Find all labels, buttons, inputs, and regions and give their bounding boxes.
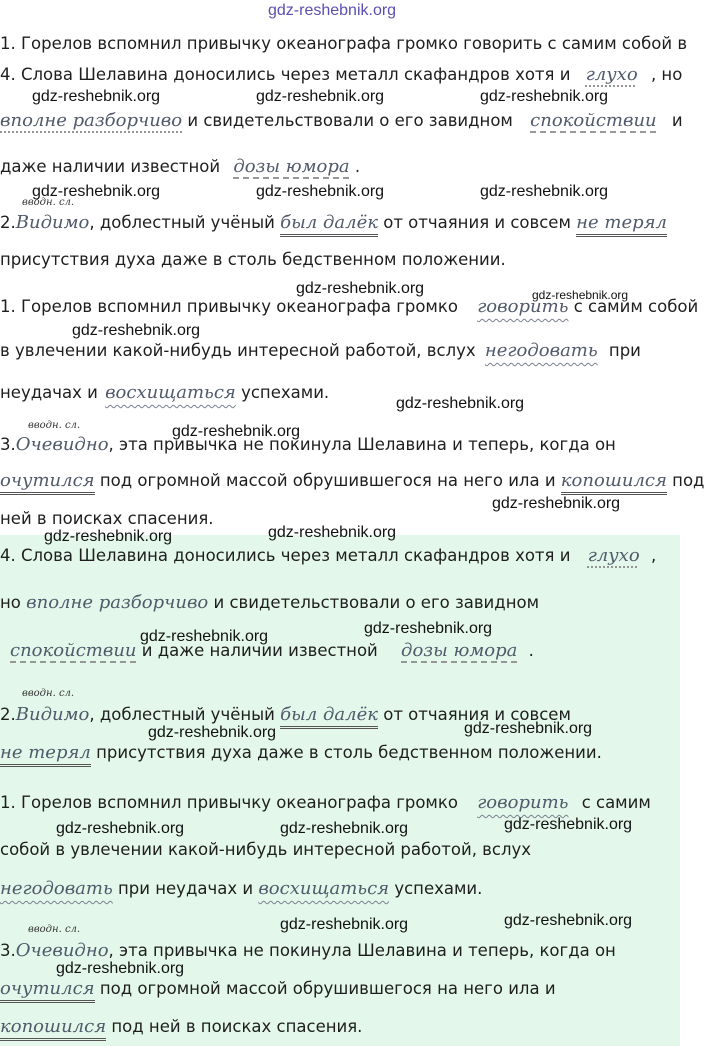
watermark: gdz-reshebnik.org bbox=[32, 88, 161, 105]
watermark: gdz-reshebnik.org bbox=[140, 628, 269, 645]
sentence-line: вполне разборчиво и свидетельствовали о его завидном спокойствии и bbox=[0, 110, 683, 131]
handwritten-word: копошился bbox=[0, 1016, 106, 1041]
sentence-line: негодовать при неудачах и восхищаться успехами. bbox=[0, 878, 483, 899]
watermark: gdz-reshebnik.org bbox=[256, 88, 385, 105]
watermark: gdz-reshebnik.org bbox=[268, 2, 397, 19]
sentence-line: копошился под ней в поисках спасения. bbox=[0, 1016, 362, 1038]
sentence-line: 1. Горелов вспомнил привычку океанографа громко говорить с самим bbox=[0, 792, 651, 813]
handwritten-word: очутился bbox=[0, 978, 95, 1003]
handwritten-word: спокойствии bbox=[10, 640, 137, 661]
handwritten-word: был далёк bbox=[280, 212, 378, 237]
handwritten-word: негодовать bbox=[484, 340, 598, 361]
watermark: gdz-reshebnik.org bbox=[280, 820, 409, 837]
sentence-line: 4. Слова Шелавина доносились через металл скафандров хотя и глухо , bbox=[0, 545, 657, 566]
sentence-line: 2.Видимо, доблестный учёный был далёк от отчаяния и совсем bbox=[0, 704, 571, 726]
handwritten-word: не терял bbox=[0, 742, 91, 767]
sentence-line: но вполне разборчиво и свидетельствовали о его завидном bbox=[0, 592, 540, 613]
watermark: gdz-reshebnik.org bbox=[296, 280, 425, 297]
handwritten-word: глухо bbox=[587, 545, 640, 566]
watermark: gdz-reshebnik.org bbox=[172, 423, 301, 440]
watermark: gdz-reshebnik.org bbox=[44, 528, 173, 545]
watermark: gdz-reshebnik.org bbox=[72, 322, 201, 339]
watermark: gdz-reshebnik.org bbox=[480, 88, 609, 105]
handwritten-word: был далёк bbox=[280, 704, 378, 729]
handwritten-word: негодовать bbox=[0, 878, 113, 899]
sentence-line: в увлечении какой-нибудь интересной работой, вслух негодовать при bbox=[0, 340, 641, 361]
abbr-note: вводн. сл. bbox=[28, 420, 81, 431]
sentence-line: очутился под огромной массой обрушившегося на него ила и копошился под bbox=[0, 470, 704, 492]
handwritten-word: очутился bbox=[0, 470, 95, 495]
sentence-line: 3.Очевидно, эта привычка не покинула Шелавина и теперь, когда он bbox=[0, 434, 616, 455]
handwritten-word: спокойствии bbox=[530, 110, 657, 131]
watermark: gdz-reshebnik.org bbox=[504, 912, 633, 929]
sentence-line: 1. Горелов вспомнил привычку океанографа громко говорить с самим собой в bbox=[0, 34, 688, 53]
watermark: gdz-reshebnik.org bbox=[56, 820, 185, 837]
sentence-line: даже наличии известной дозы юмора . bbox=[0, 156, 361, 177]
sentence-line: спокойствии и даже наличии известной дозы юмора . bbox=[10, 640, 534, 661]
abbr-note: вводн. сл. bbox=[22, 197, 75, 208]
sentence-line: 4. Слова Шелавина доносились через металл скафандров хотя и глухо , но bbox=[0, 64, 683, 85]
watermark: gdz-reshebnik.org bbox=[364, 620, 493, 637]
handwritten-word: не терял bbox=[576, 212, 667, 237]
handwritten-word: восхищаться bbox=[105, 382, 236, 403]
watermark: gdz-reshebnik.org bbox=[280, 916, 409, 933]
handwritten-word: вполне разборчиво bbox=[0, 110, 183, 131]
handwritten-word: вполне разборчиво bbox=[26, 592, 209, 613]
sentence-line: неудачах и восхищаться успехами. bbox=[0, 382, 330, 403]
abbr-note: вводн. сл. bbox=[22, 688, 75, 699]
sentence-line: не терял присутствия духа даже в столь бедственном положении. bbox=[0, 742, 602, 764]
handwritten-word: говорить bbox=[477, 792, 569, 813]
sentence-line: собой в увлечении какой-нибудь интересной работой, вслух bbox=[0, 840, 532, 859]
sentence-line: очутился под огромной массой обрушившегося на него ила и bbox=[0, 978, 556, 1000]
sentence-line: 2.Видимо, доблестный учёный был далёк от отчаяния и совсем не терял bbox=[0, 212, 667, 234]
watermark: gdz-reshebnik.org bbox=[532, 288, 629, 302]
watermark: gdz-reshebnik.org bbox=[32, 183, 161, 200]
watermark: gdz-reshebnik.org bbox=[268, 524, 397, 541]
handwritten-word: восхищаться bbox=[258, 878, 390, 899]
handwritten-word: копошился bbox=[561, 470, 667, 495]
watermark: gdz-reshebnik.org bbox=[464, 720, 593, 737]
watermark: gdz-reshebnik.org bbox=[56, 960, 185, 977]
handwritten-word: дозы юмора bbox=[233, 156, 350, 177]
watermark: gdz-reshebnik.org bbox=[256, 183, 385, 200]
sentence-line: ней в поисках спасения. bbox=[0, 509, 214, 528]
sentence-line: 1. Горелов вспомнил привычку океанографа громко говорить с самим собой bbox=[0, 296, 699, 317]
handwritten-word: глухо bbox=[585, 64, 638, 85]
watermark: gdz-reshebnik.org bbox=[480, 183, 609, 200]
abbr-note: вводн. сл. bbox=[28, 924, 81, 935]
watermark: gdz-reshebnik.org bbox=[504, 816, 633, 833]
sentence-line: присутствия духа даже в столь бедственном положении. bbox=[0, 250, 506, 269]
watermark: gdz-reshebnik.org bbox=[148, 724, 277, 741]
handwritten-word: дозы юмора bbox=[401, 640, 518, 661]
sentence-line: 3.Очевидно, эта привычка не покинула Шелавина и теперь, когда он bbox=[0, 940, 616, 961]
handwritten-word: говорить bbox=[477, 296, 569, 317]
watermark: gdz-reshebnik.org bbox=[396, 395, 525, 412]
watermark: gdz-reshebnik.org bbox=[492, 495, 621, 512]
